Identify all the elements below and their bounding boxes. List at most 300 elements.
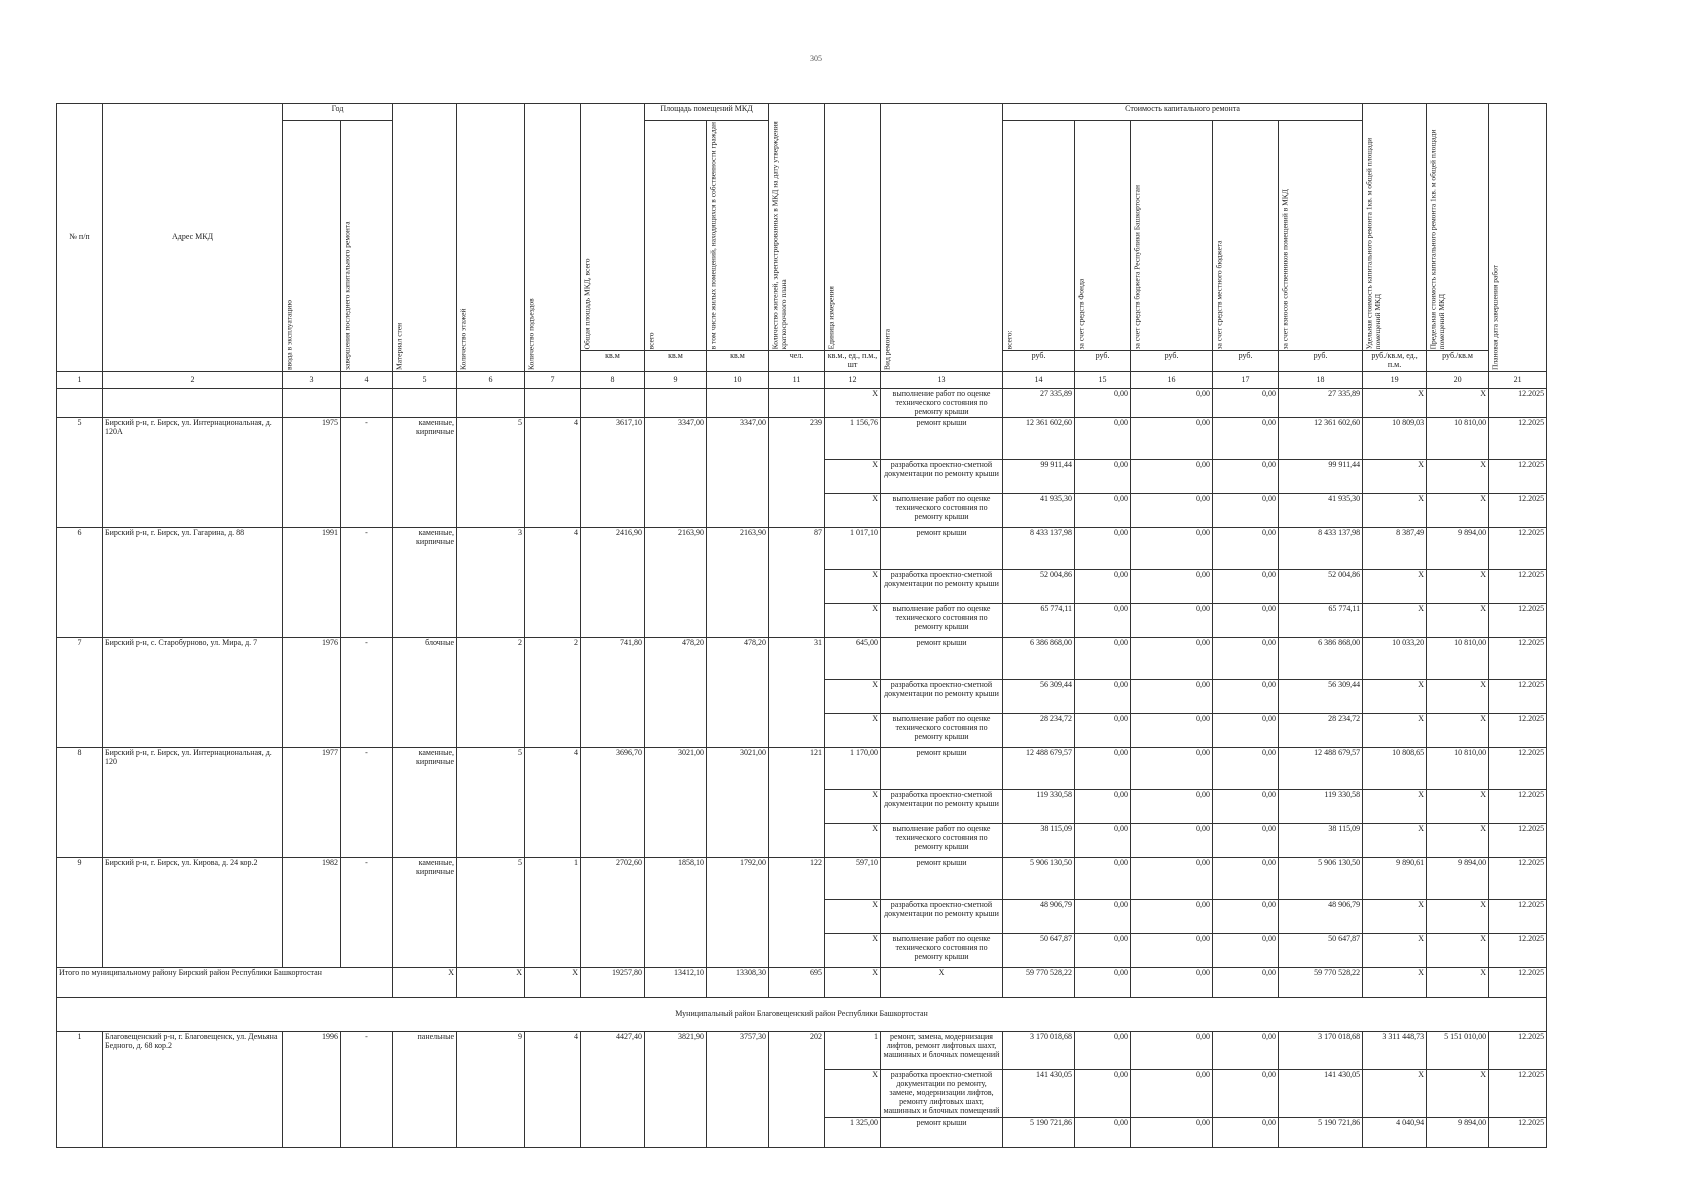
row-entrances	[525, 1118, 581, 1148]
row-year-commission: 1996	[283, 1032, 341, 1070]
row-unit-cost: X	[1363, 388, 1427, 417]
row-work-type: разработка проектно-сметной документации по ремонту крыши	[881, 680, 1003, 714]
row-cost-owners: 141 430,05	[1279, 1070, 1363, 1118]
row-entrances: 4	[525, 748, 581, 790]
row-residents	[769, 934, 825, 968]
row-unit: 1	[825, 1032, 881, 1070]
header-premises-area: Площадь помещений МКД	[645, 104, 769, 121]
column-number: 7	[525, 371, 581, 388]
row-year-last-repair	[341, 790, 393, 824]
header-premises-total: всего	[645, 121, 707, 351]
row-year-last-repair: -	[341, 528, 393, 570]
row-max-cost: X	[1427, 934, 1489, 968]
header-work-type: Вид ремонта	[881, 104, 1003, 372]
column-number: 2	[103, 371, 283, 388]
row-cost-rb: 0,00	[1131, 748, 1213, 790]
row-premises-total	[645, 570, 707, 604]
row-unit-cost: X	[1363, 494, 1427, 528]
header-total-area: Общая площадь МКД, всего	[581, 104, 645, 351]
row-premises-total	[645, 1070, 707, 1118]
row-deadline: 12.2025	[1489, 1118, 1547, 1148]
row-unit-cost: X	[1363, 824, 1427, 858]
row-work-type: ремонт крыши	[881, 1118, 1003, 1148]
row-unit-cost: X	[1363, 604, 1427, 638]
row-cost-fund: 0,00	[1075, 1118, 1131, 1148]
row-year-commission	[283, 1118, 341, 1148]
row-wall-material	[393, 388, 457, 417]
row-total-area: 741,80	[581, 638, 645, 680]
row-num	[57, 604, 103, 638]
row-premises-paid	[707, 900, 769, 934]
row-address	[103, 824, 283, 858]
row-unit: 1 170,00	[825, 748, 881, 790]
row-deadline: 12.2025	[1489, 638, 1547, 680]
column-number: 13	[881, 371, 1003, 388]
row-cost-rb: 0,00	[1131, 528, 1213, 570]
row-wall-material: каменные, кирпичные	[393, 748, 457, 790]
row-max-cost: X	[1427, 790, 1489, 824]
rows-birsk	[57, 388, 1547, 967]
row-year-last-repair: -	[341, 418, 393, 460]
row-deadline: 12.2025	[1489, 824, 1547, 858]
row-year-last-repair	[341, 934, 393, 968]
row-cost-total: 3 170 018,68	[1003, 1032, 1075, 1070]
row-max-cost: X	[1427, 460, 1489, 494]
row-num	[57, 570, 103, 604]
row-cost-owners: 5 190 721,86	[1279, 1118, 1363, 1148]
row-premises-total: 3021,00	[645, 748, 707, 790]
row-total-area	[581, 570, 645, 604]
row-work-type: ремонт крыши	[881, 748, 1003, 790]
column-number: 20	[1427, 371, 1489, 388]
row-max-cost: X	[1427, 388, 1489, 417]
row-deadline: 12.2025	[1489, 1070, 1547, 1118]
subtotal-unit-cost: X	[1363, 968, 1427, 998]
row-cost-local: 0,00	[1213, 824, 1279, 858]
table-row	[57, 570, 1547, 604]
row-cost-fund: 0,00	[1075, 570, 1131, 604]
table-row	[57, 604, 1547, 638]
row-cost-fund: 0,00	[1075, 900, 1131, 934]
row-work-type: выполнение работ по оценке технического состояния по ремонту крыши	[881, 494, 1003, 528]
subtotal-premises-total: 13412,10	[645, 968, 707, 998]
unit-rub-3: руб.	[1131, 351, 1213, 372]
table-row	[57, 858, 1547, 900]
row-deadline: 12.2025	[1489, 900, 1547, 934]
row-unit-cost: X	[1363, 570, 1427, 604]
row-total-area	[581, 460, 645, 494]
row-unit: 1 156,76	[825, 418, 881, 460]
row-num: 1	[57, 1032, 103, 1070]
row-deadline: 12.2025	[1489, 680, 1547, 714]
row-residents	[769, 570, 825, 604]
row-num: 5	[57, 418, 103, 460]
row-total-area	[581, 900, 645, 934]
row-cost-total: 65 774,11	[1003, 604, 1075, 638]
row-residents	[769, 1070, 825, 1118]
row-entrances	[525, 460, 581, 494]
row-cost-rb: 0,00	[1131, 1070, 1213, 1118]
subtotal-label: Итого по муниципальному району Бирский район Республики Башкортостан	[57, 968, 393, 998]
header-cost: Стоимость капитального ремонта	[1003, 104, 1363, 121]
section-title: Муниципальный район Благовещенский район Республики Башкортостан	[57, 998, 1547, 1032]
row-cost-fund: 0,00	[1075, 714, 1131, 748]
row-premises-total: 3347,00	[645, 418, 707, 460]
row-floors	[457, 1070, 525, 1118]
row-deadline: 12.2025	[1489, 858, 1547, 900]
row-cost-local: 0,00	[1213, 494, 1279, 528]
row-year-commission: 1977	[283, 748, 341, 790]
row-floors	[457, 570, 525, 604]
row-entrances	[525, 604, 581, 638]
row-num	[57, 680, 103, 714]
row-premises-total	[645, 900, 707, 934]
row-total-area: 2702,60	[581, 858, 645, 900]
row-cost-fund: 0,00	[1075, 824, 1131, 858]
column-number: 5	[393, 371, 457, 388]
row-cost-fund: 0,00	[1075, 604, 1131, 638]
row-cost-owners: 52 004,86	[1279, 570, 1363, 604]
row-total-area: 3617,10	[581, 418, 645, 460]
row-address	[103, 680, 283, 714]
row-num	[57, 824, 103, 858]
row-deadline: 12.2025	[1489, 388, 1547, 417]
row-unit-cost: 10 808,65	[1363, 748, 1427, 790]
row-address	[103, 790, 283, 824]
row-year-last-repair	[341, 1070, 393, 1118]
row-address	[103, 604, 283, 638]
header-premises-paid: в том числе жилых помещений, находящихся в собственности граждан	[707, 121, 769, 351]
table-row	[57, 1070, 1547, 1118]
table-row	[57, 528, 1547, 570]
row-residents: 31	[769, 638, 825, 680]
row-unit: X	[825, 790, 881, 824]
row-cost-total: 50 647,87	[1003, 934, 1075, 968]
row-premises-total	[645, 934, 707, 968]
row-residents	[769, 824, 825, 858]
row-entrances: 1	[525, 858, 581, 900]
row-wall-material	[393, 790, 457, 824]
row-residents: 239	[769, 418, 825, 460]
header-address: Адрес МКД	[103, 104, 283, 372]
row-num	[57, 1118, 103, 1148]
table-row	[57, 388, 1547, 417]
subtotal-max-cost: X	[1427, 968, 1489, 998]
row-cost-total: 41 935,30	[1003, 494, 1075, 528]
row-work-type: выполнение работ по оценке технического состояния по ремонту крыши	[881, 604, 1003, 638]
row-cost-owners: 50 647,87	[1279, 934, 1363, 968]
row-wall-material	[393, 570, 457, 604]
row-cost-fund: 0,00	[1075, 790, 1131, 824]
row-deadline: 12.2025	[1489, 714, 1547, 748]
row-premises-paid	[707, 604, 769, 638]
row-num	[57, 494, 103, 528]
row-wall-material	[393, 824, 457, 858]
row-address	[103, 900, 283, 934]
row-cost-total: 28 234,72	[1003, 714, 1075, 748]
row-cost-total: 6 386 868,00	[1003, 638, 1075, 680]
row-total-area: 4427,40	[581, 1032, 645, 1070]
row-entrances	[525, 934, 581, 968]
row-unit-cost: 10 809,03	[1363, 418, 1427, 460]
row-year-last-repair	[341, 460, 393, 494]
table-row	[57, 1032, 1547, 1070]
row-cost-owners: 119 330,58	[1279, 790, 1363, 824]
row-cost-local: 0,00	[1213, 528, 1279, 570]
row-deadline: 12.2025	[1489, 528, 1547, 570]
row-entrances	[525, 790, 581, 824]
row-year-last-repair	[341, 900, 393, 934]
row-cost-rb: 0,00	[1131, 824, 1213, 858]
row-cost-owners: 99 911,44	[1279, 460, 1363, 494]
row-wall-material	[393, 604, 457, 638]
column-number: 8	[581, 371, 645, 388]
row-max-cost: X	[1427, 494, 1489, 528]
row-year-commission	[283, 824, 341, 858]
row-wall-material	[393, 714, 457, 748]
row-premises-paid	[707, 1070, 769, 1118]
subtotal-cost-local: 0,00	[1213, 968, 1279, 998]
row-max-cost: 5 151 010,00	[1427, 1032, 1489, 1070]
row-entrances	[525, 714, 581, 748]
row-entrances	[525, 680, 581, 714]
row-cost-fund: 0,00	[1075, 858, 1131, 900]
unit-rub-sqm2: руб./кв.м	[1427, 351, 1489, 372]
row-cost-fund: 0,00	[1075, 418, 1131, 460]
row-unit-cost: X	[1363, 1070, 1427, 1118]
row-max-cost: X	[1427, 680, 1489, 714]
column-number: 14	[1003, 371, 1075, 388]
unit-sqm-2: кв.м	[645, 351, 707, 372]
row-work-type: разработка проектно-сметной документации по ремонту крыши	[881, 460, 1003, 494]
row-cost-total: 12 488 679,57	[1003, 748, 1075, 790]
row-year-commission	[283, 900, 341, 934]
row-year-last-repair	[341, 494, 393, 528]
row-unit: X	[825, 604, 881, 638]
row-num: 7	[57, 638, 103, 680]
table-row	[57, 748, 1547, 790]
row-cost-fund: 0,00	[1075, 1070, 1131, 1118]
unit-rub-5: руб.	[1279, 351, 1363, 372]
table-row	[57, 638, 1547, 680]
row-address: Бирский р-н, г. Бирск, ул. Интернациональная, д. 120А	[103, 418, 283, 460]
row-address	[103, 934, 283, 968]
row-cost-rb: 0,00	[1131, 494, 1213, 528]
row-premises-paid: 3021,00	[707, 748, 769, 790]
row-entrances	[525, 388, 581, 417]
row-year-commission	[283, 494, 341, 528]
row-residents: 121	[769, 748, 825, 790]
row-work-type: ремонт крыши	[881, 418, 1003, 460]
row-floors	[457, 680, 525, 714]
row-work-type: разработка проектно-сметной документации по ремонту крыши	[881, 570, 1003, 604]
row-premises-paid	[707, 934, 769, 968]
row-unit: X	[825, 680, 881, 714]
header-cost-total: всего:	[1003, 121, 1075, 351]
header-cost-owners: за счет взносов собственников помещений в МКД	[1279, 121, 1363, 351]
row-cost-local: 0,00	[1213, 748, 1279, 790]
row-unit: X	[825, 824, 881, 858]
row-max-cost: X	[1427, 570, 1489, 604]
row-total-area	[581, 388, 645, 417]
row-cost-owners: 3 170 018,68	[1279, 1032, 1363, 1070]
row-floors	[457, 824, 525, 858]
row-cost-rb: 0,00	[1131, 418, 1213, 460]
row-premises-paid	[707, 790, 769, 824]
row-wall-material: панельные	[393, 1032, 457, 1070]
row-unit-cost: X	[1363, 900, 1427, 934]
row-premises-total	[645, 1118, 707, 1148]
row-cost-fund: 0,00	[1075, 638, 1131, 680]
row-cost-total: 12 361 602,60	[1003, 418, 1075, 460]
row-unit: X	[825, 388, 881, 417]
header-year: Год	[283, 104, 393, 121]
header-deadline: Плановая дата завершения работ	[1489, 104, 1547, 372]
row-unit: X	[825, 934, 881, 968]
row-premises-paid	[707, 680, 769, 714]
row-num: 8	[57, 748, 103, 790]
subtotal-rows	[57, 968, 1547, 1032]
row-premises-paid: 3347,00	[707, 418, 769, 460]
row-deadline: 12.2025	[1489, 460, 1547, 494]
unit-sqm-3: кв.м	[707, 351, 769, 372]
row-cost-total: 141 430,05	[1003, 1070, 1075, 1118]
column-number: 9	[645, 371, 707, 388]
column-number: 17	[1213, 371, 1279, 388]
row-unit: 597,10	[825, 858, 881, 900]
row-premises-total: 478,20	[645, 638, 707, 680]
row-cost-total: 99 911,44	[1003, 460, 1075, 494]
row-wall-material	[393, 1118, 457, 1148]
header-wall-material: Материал стен	[393, 104, 457, 372]
row-cost-rb: 0,00	[1131, 1118, 1213, 1148]
header-cost-rb: за счет средств бюджета Республики Башкортостан	[1131, 121, 1213, 351]
row-premises-paid	[707, 824, 769, 858]
subtotal-cost-fund: 0,00	[1075, 968, 1131, 998]
row-cost-owners: 8 433 137,98	[1279, 528, 1363, 570]
row-cost-local: 0,00	[1213, 790, 1279, 824]
row-total-area	[581, 714, 645, 748]
row-cost-local: 0,00	[1213, 934, 1279, 968]
header-year-last-repair: завершения последнего капитального ремонта	[341, 121, 393, 372]
row-cost-fund: 0,00	[1075, 494, 1131, 528]
row-unit-cost: 8 387,49	[1363, 528, 1427, 570]
unit-rub-2: руб.	[1075, 351, 1131, 372]
page-number: 305	[810, 54, 822, 63]
column-number: 19	[1363, 371, 1427, 388]
row-deadline: 12.2025	[1489, 748, 1547, 790]
row-total-area	[581, 604, 645, 638]
header-unit-cost: Удельная стоимость капитального ремонта 1кв. м общей площади помещений МКД	[1363, 104, 1427, 351]
row-unit-cost: 9 890,61	[1363, 858, 1427, 900]
row-year-commission: 1975	[283, 418, 341, 460]
row-cost-owners: 48 906,79	[1279, 900, 1363, 934]
row-unit-cost: X	[1363, 714, 1427, 748]
row-cost-rb: 0,00	[1131, 680, 1213, 714]
row-premises-total	[645, 680, 707, 714]
header-cost-fund: за счет средств Фонда	[1075, 121, 1131, 351]
row-year-last-repair	[341, 388, 393, 417]
row-wall-material	[393, 680, 457, 714]
row-cost-owners: 27 335,89	[1279, 388, 1363, 417]
row-cost-fund: 0,00	[1075, 1032, 1131, 1070]
row-premises-paid	[707, 570, 769, 604]
row-cost-local: 0,00	[1213, 388, 1279, 417]
row-address: Бирский р-н, г. Бирск, ул. Интернациональная, д. 120	[103, 748, 283, 790]
unit-rub-sqm: руб./кв.м, ед., п.м.	[1363, 351, 1427, 372]
row-premises-paid: 2163,90	[707, 528, 769, 570]
row-residents	[769, 604, 825, 638]
row-max-cost: 9 894,00	[1427, 1118, 1489, 1148]
row-cost-owners: 6 386 868,00	[1279, 638, 1363, 680]
row-address: Благовещенский р-н, г. Благовещенск, ул. Демьяна Бедного, д. 68 кор.2	[103, 1032, 283, 1070]
row-premises-total	[645, 824, 707, 858]
table-row	[57, 714, 1547, 748]
row-cost-rb: 0,00	[1131, 900, 1213, 934]
column-number: 1	[57, 371, 103, 388]
unit-sqm-1: кв.м	[581, 351, 645, 372]
row-year-last-repair	[341, 570, 393, 604]
row-year-commission	[283, 714, 341, 748]
row-residents: 202	[769, 1032, 825, 1070]
row-unit-cost: 4 040,94	[1363, 1118, 1427, 1148]
row-year-last-repair: -	[341, 748, 393, 790]
row-year-commission	[283, 790, 341, 824]
row-residents	[769, 388, 825, 417]
row-cost-local: 0,00	[1213, 418, 1279, 460]
row-max-cost: 10 810,00	[1427, 418, 1489, 460]
row-cost-local: 0,00	[1213, 638, 1279, 680]
row-unit: X	[825, 570, 881, 604]
column-number: 15	[1075, 371, 1131, 388]
row-max-cost: X	[1427, 714, 1489, 748]
subtotal-mat: X	[393, 968, 457, 998]
column-number: 11	[769, 371, 825, 388]
row-year-commission	[283, 388, 341, 417]
header-entrances: Количество подъездов	[525, 104, 581, 372]
subtotal-unit: X	[825, 968, 881, 998]
row-address	[103, 494, 283, 528]
row-wall-material: каменные, кирпичные	[393, 858, 457, 900]
row-address: Бирский р-н, г. Бирск, ул. Гагарина, д. 88	[103, 528, 283, 570]
row-year-last-repair	[341, 714, 393, 748]
row-premises-total	[645, 790, 707, 824]
row-cost-owners: 41 935,30	[1279, 494, 1363, 528]
row-work-type: разработка проектно-сметной документации по ремонту, замене, модернизации лифтов, ремонту лифтовых шахт, машинных и блочных помещений	[881, 1070, 1003, 1118]
header-cost-local: за счет средств местного бюджета	[1213, 121, 1279, 351]
row-wall-material	[393, 494, 457, 528]
header-floors: Количество этажей	[457, 104, 525, 372]
row-floors	[457, 460, 525, 494]
row-premises-total	[645, 714, 707, 748]
row-work-type: выполнение работ по оценке технического состояния по ремонту крыши	[881, 934, 1003, 968]
row-entrances: 2	[525, 638, 581, 680]
row-cost-total: 52 004,86	[1003, 570, 1075, 604]
row-num	[57, 790, 103, 824]
row-residents: 87	[769, 528, 825, 570]
column-number: 12	[825, 371, 881, 388]
row-cost-local: 0,00	[1213, 858, 1279, 900]
row-work-type: ремонт крыши	[881, 638, 1003, 680]
row-cost-fund: 0,00	[1075, 748, 1131, 790]
row-max-cost: X	[1427, 604, 1489, 638]
row-entrances	[525, 570, 581, 604]
row-premises-total	[645, 388, 707, 417]
row-entrances	[525, 824, 581, 858]
row-deadline: 12.2025	[1489, 934, 1547, 968]
row-work-type: выполнение работ по оценке технического состояния по ремонту крыши	[881, 388, 1003, 417]
row-floors: 5	[457, 748, 525, 790]
